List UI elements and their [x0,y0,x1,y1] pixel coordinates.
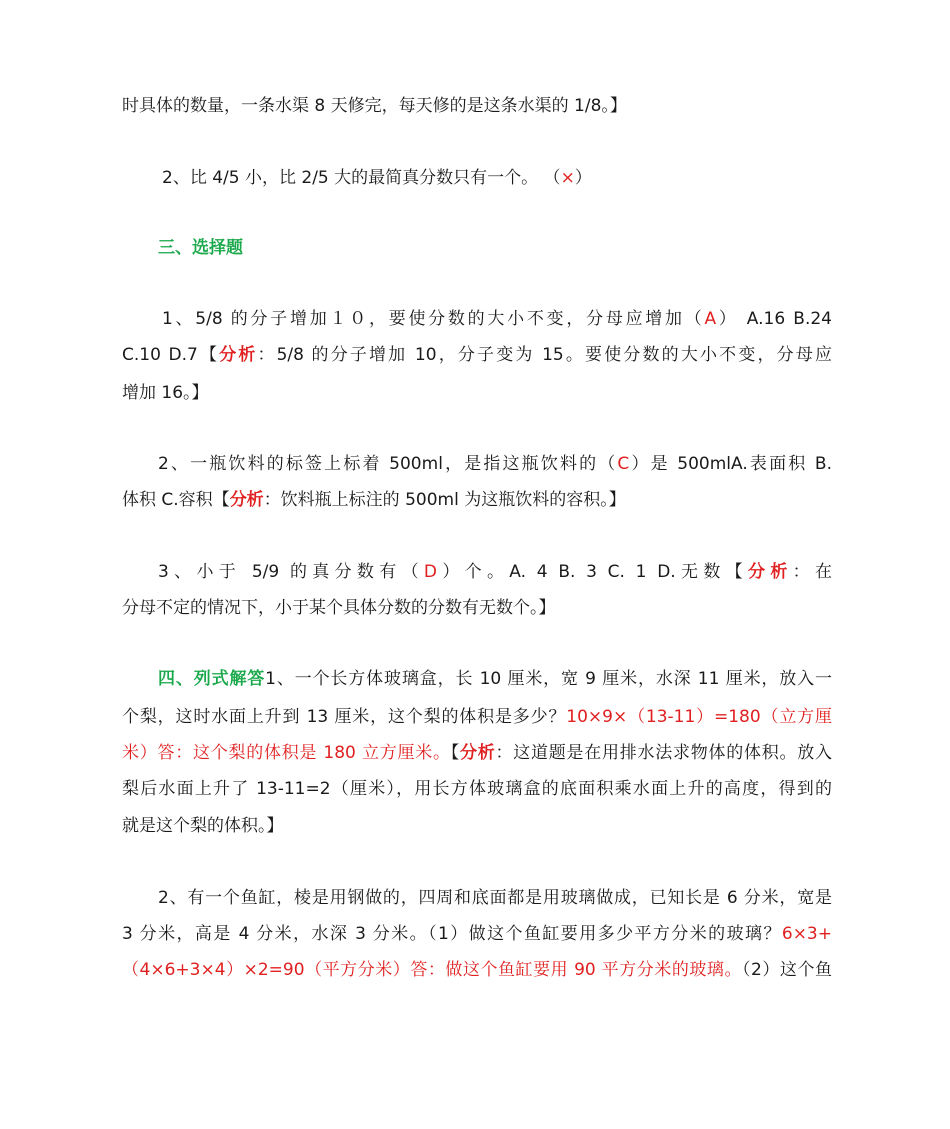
text-segment: ：在 [792,562,832,582]
question-solve-2-line-1 [158,886,832,910]
question-choice-2-line-2 [122,488,832,512]
answer-text: 米）答：这个梨的体积是 180 立方厘米。 [122,743,451,763]
text-segment: ）个。A. 4 B. 3 C. 1 D.无数【 [437,562,749,582]
text-segment: ）是 500mlA.表面积 B. [629,454,832,474]
question-choice-2-line-1 [158,452,832,476]
answer-formula: 10×9×（13-11）=180（立方厘 [566,707,832,727]
text-line-1 [122,94,832,118]
text-segment: 梨后水面上升了 13-11=2（厘米），用长方体玻璃盒的底面积乘水面上升的高度，得到的 [122,779,832,799]
question-solve-1-line-4 [122,777,832,801]
text-segment: 1、一个长方体玻璃盒，长 10 厘米，宽 9 厘米，水深 11 厘米，放入一 [265,669,833,689]
answer-formula: 6×3+ [781,924,832,944]
question-solve-1-line-2 [122,705,832,729]
question-choice-1-line-2 [122,343,832,367]
question-choice-3-line-1 [158,560,832,584]
section-title: 四、列式解答 [158,669,266,689]
analysis-label: 分析 [748,562,793,582]
question-solve-2-line-3 [122,958,832,982]
text-segment: ） [574,168,592,188]
text-segment: 3、小于 5/9 的真分数有（ [158,562,424,582]
answer-letter: D [423,562,437,582]
question-solve-1-line-3 [122,741,832,765]
answer-formula: （4×6+3×4）×2=90（平方分米）答：做这个鱼缸要用 90 平方分米的玻璃。 [122,960,742,980]
answer-mark: × [560,168,575,188]
text-segment: 1、5/8 的分子增加１０，要使分数的大小不变，分母应增加（ [162,309,705,329]
text-segment: ：饮料瓶上标注的 500ml 为这瓶饮料的容积。】 [263,490,626,510]
section-heading-choice [158,236,832,260]
text-segment: 体积 C.容积【 [122,490,230,510]
question-solve-1-line-1 [158,667,832,691]
text-segment: 个梨，这时水面上升到 13 厘米，这个梨的体积是多少？ [122,707,567,727]
text-segment: 分母不定的情况下，小于某个具体分数的分数有无数个。】 [122,598,556,618]
question-solve-2-line-2 [122,922,832,946]
question-choice-3-line-2 [122,596,832,620]
question-choice-1-line-1 [162,307,832,331]
text-segment: 增加 16。】 [122,383,209,403]
text-segment: 就是这个梨的体积。】 [122,816,284,836]
text-segment: ） A.16 B.24 [716,309,832,329]
text-segment: 2、一瓶饮料的标签上标着 500ml，是指这瓶饮料的（ [158,454,618,474]
text-segment: 2、有一个鱼缸，棱是用钢做的，四周和底面都是用玻璃做成，已知长是 6 分米，宽是 [158,888,832,908]
question-solve-1-line-5 [122,814,832,838]
text-segment: （2）这个鱼 [741,960,832,980]
analysis-label: 分析 [219,345,258,365]
text-segment: C.10 D.7【 [122,345,220,365]
text-segment: 时具体的数量，一条水渠 8 天修完，每天修的是这条水渠的 1/8。】 [122,96,627,116]
analysis-label: 分析 [460,743,496,763]
text-segment: 【 [450,743,460,763]
question-judge-2 [162,166,832,190]
question-choice-1-line-3 [122,381,832,405]
answer-letter: C [617,454,630,474]
text-segment: ：5/8 的分子增加 10，分子变为 15。要使分数的大小不变，分母应 [257,345,832,365]
analysis-label: 分析 [229,490,264,510]
section-title: 三、选择题 [158,238,243,258]
text-segment: 3 分米，高是 4 分米，水深 3 分米。（1）做这个鱼缸要用多少平方分米的玻璃？ [122,924,782,944]
answer-letter: A [704,309,717,329]
text-segment: 2、比 4/5 小，比 2/5 大的最简真分数只有一个。 （ [162,168,561,188]
text-segment: ：这道题是在用排水法求物体的体积。放入 [495,743,832,763]
